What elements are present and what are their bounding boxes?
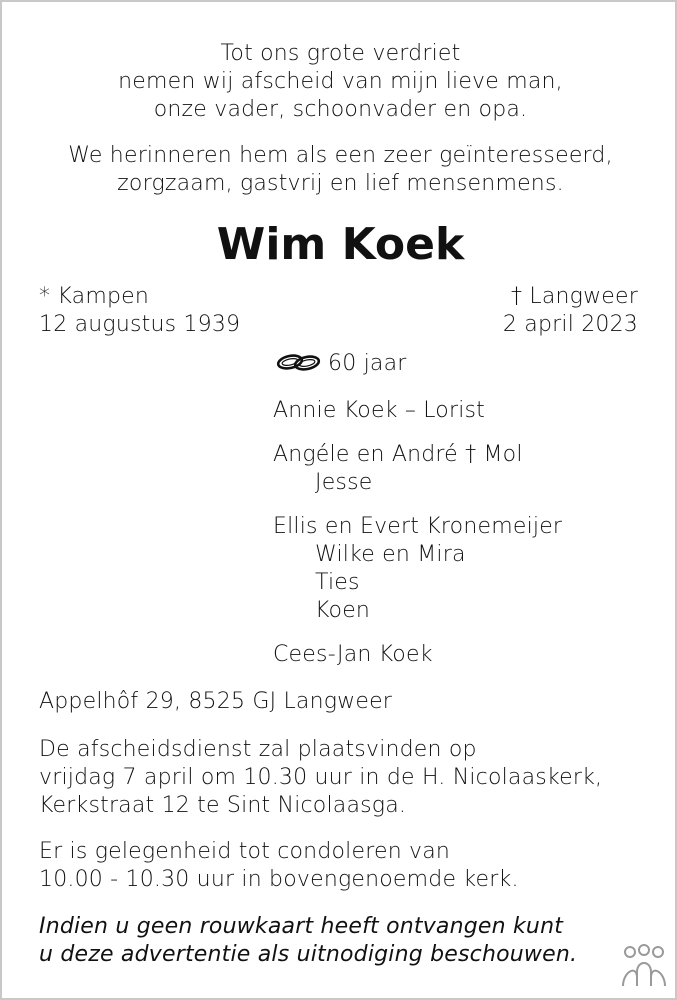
service-line-3: Kerkstraat 12 te Sint Nicolaasga.: [39, 793, 407, 818]
remembrance-line-1: We herinneren hem als een zeer geïnteresseerd,: [68, 143, 613, 168]
invitation-line-1: Indien u geen rouwkaart heeft ontvangen kunt: [39, 914, 564, 939]
birth-date: 12 augustus 1939: [39, 312, 241, 337]
condolence-line-1: Er is gelegenheid tot condoleren van: [39, 839, 451, 864]
family-grandchild-3: Ties: [315, 570, 360, 595]
service-line-1: De afscheidsdienst zal plaatsvinden op: [39, 737, 477, 762]
birth-place: * Kampen: [39, 284, 149, 309]
family-spouse: Annie Koek – Lorist: [273, 398, 486, 423]
family-child-3: Cees-Jan Koek: [273, 642, 433, 667]
marriage-years: 60 jaar: [328, 351, 407, 376]
wedding-rings-icon: [274, 350, 324, 374]
intro-line-2: nemen wij afscheid van mijn lieve man,: [118, 69, 563, 94]
remembrance-line-2: zorgzaam, gastvrij en lief mensenmens.: [117, 171, 564, 196]
intro-line-1: Tot ons grote verdriet: [220, 41, 461, 66]
death-place: † Langweer: [511, 284, 638, 309]
family-grandchild-1: Jesse: [315, 470, 373, 495]
family-child-1: Angéle en André † Mol: [273, 442, 523, 467]
family-child-2: Ellis en Evert Kronemeijer: [273, 514, 563, 539]
family-grandchild-2: Wilke en Mira: [315, 542, 466, 567]
death-date: 2 april 2023: [502, 312, 638, 337]
invitation-line-2: u deze advertentie als uitnodiging beschouwen.: [39, 942, 578, 967]
address: Appelhôf 29, 8525 GJ Langweer: [39, 689, 393, 714]
service-line-2: vrijdag 7 april om 10.30 uur in de H. Nicolaaskerk,: [39, 765, 603, 790]
intro-line-3: onze vader, schoonvader en opa.: [153, 97, 528, 122]
condolence-line-2: 10.00 - 10.30 uur in bovengenoemde kerk.: [39, 867, 519, 892]
family-grandchild-4: Koen: [315, 598, 371, 623]
deceased-name: Wim Koek: [216, 219, 465, 270]
people-logo-icon: [620, 944, 668, 990]
